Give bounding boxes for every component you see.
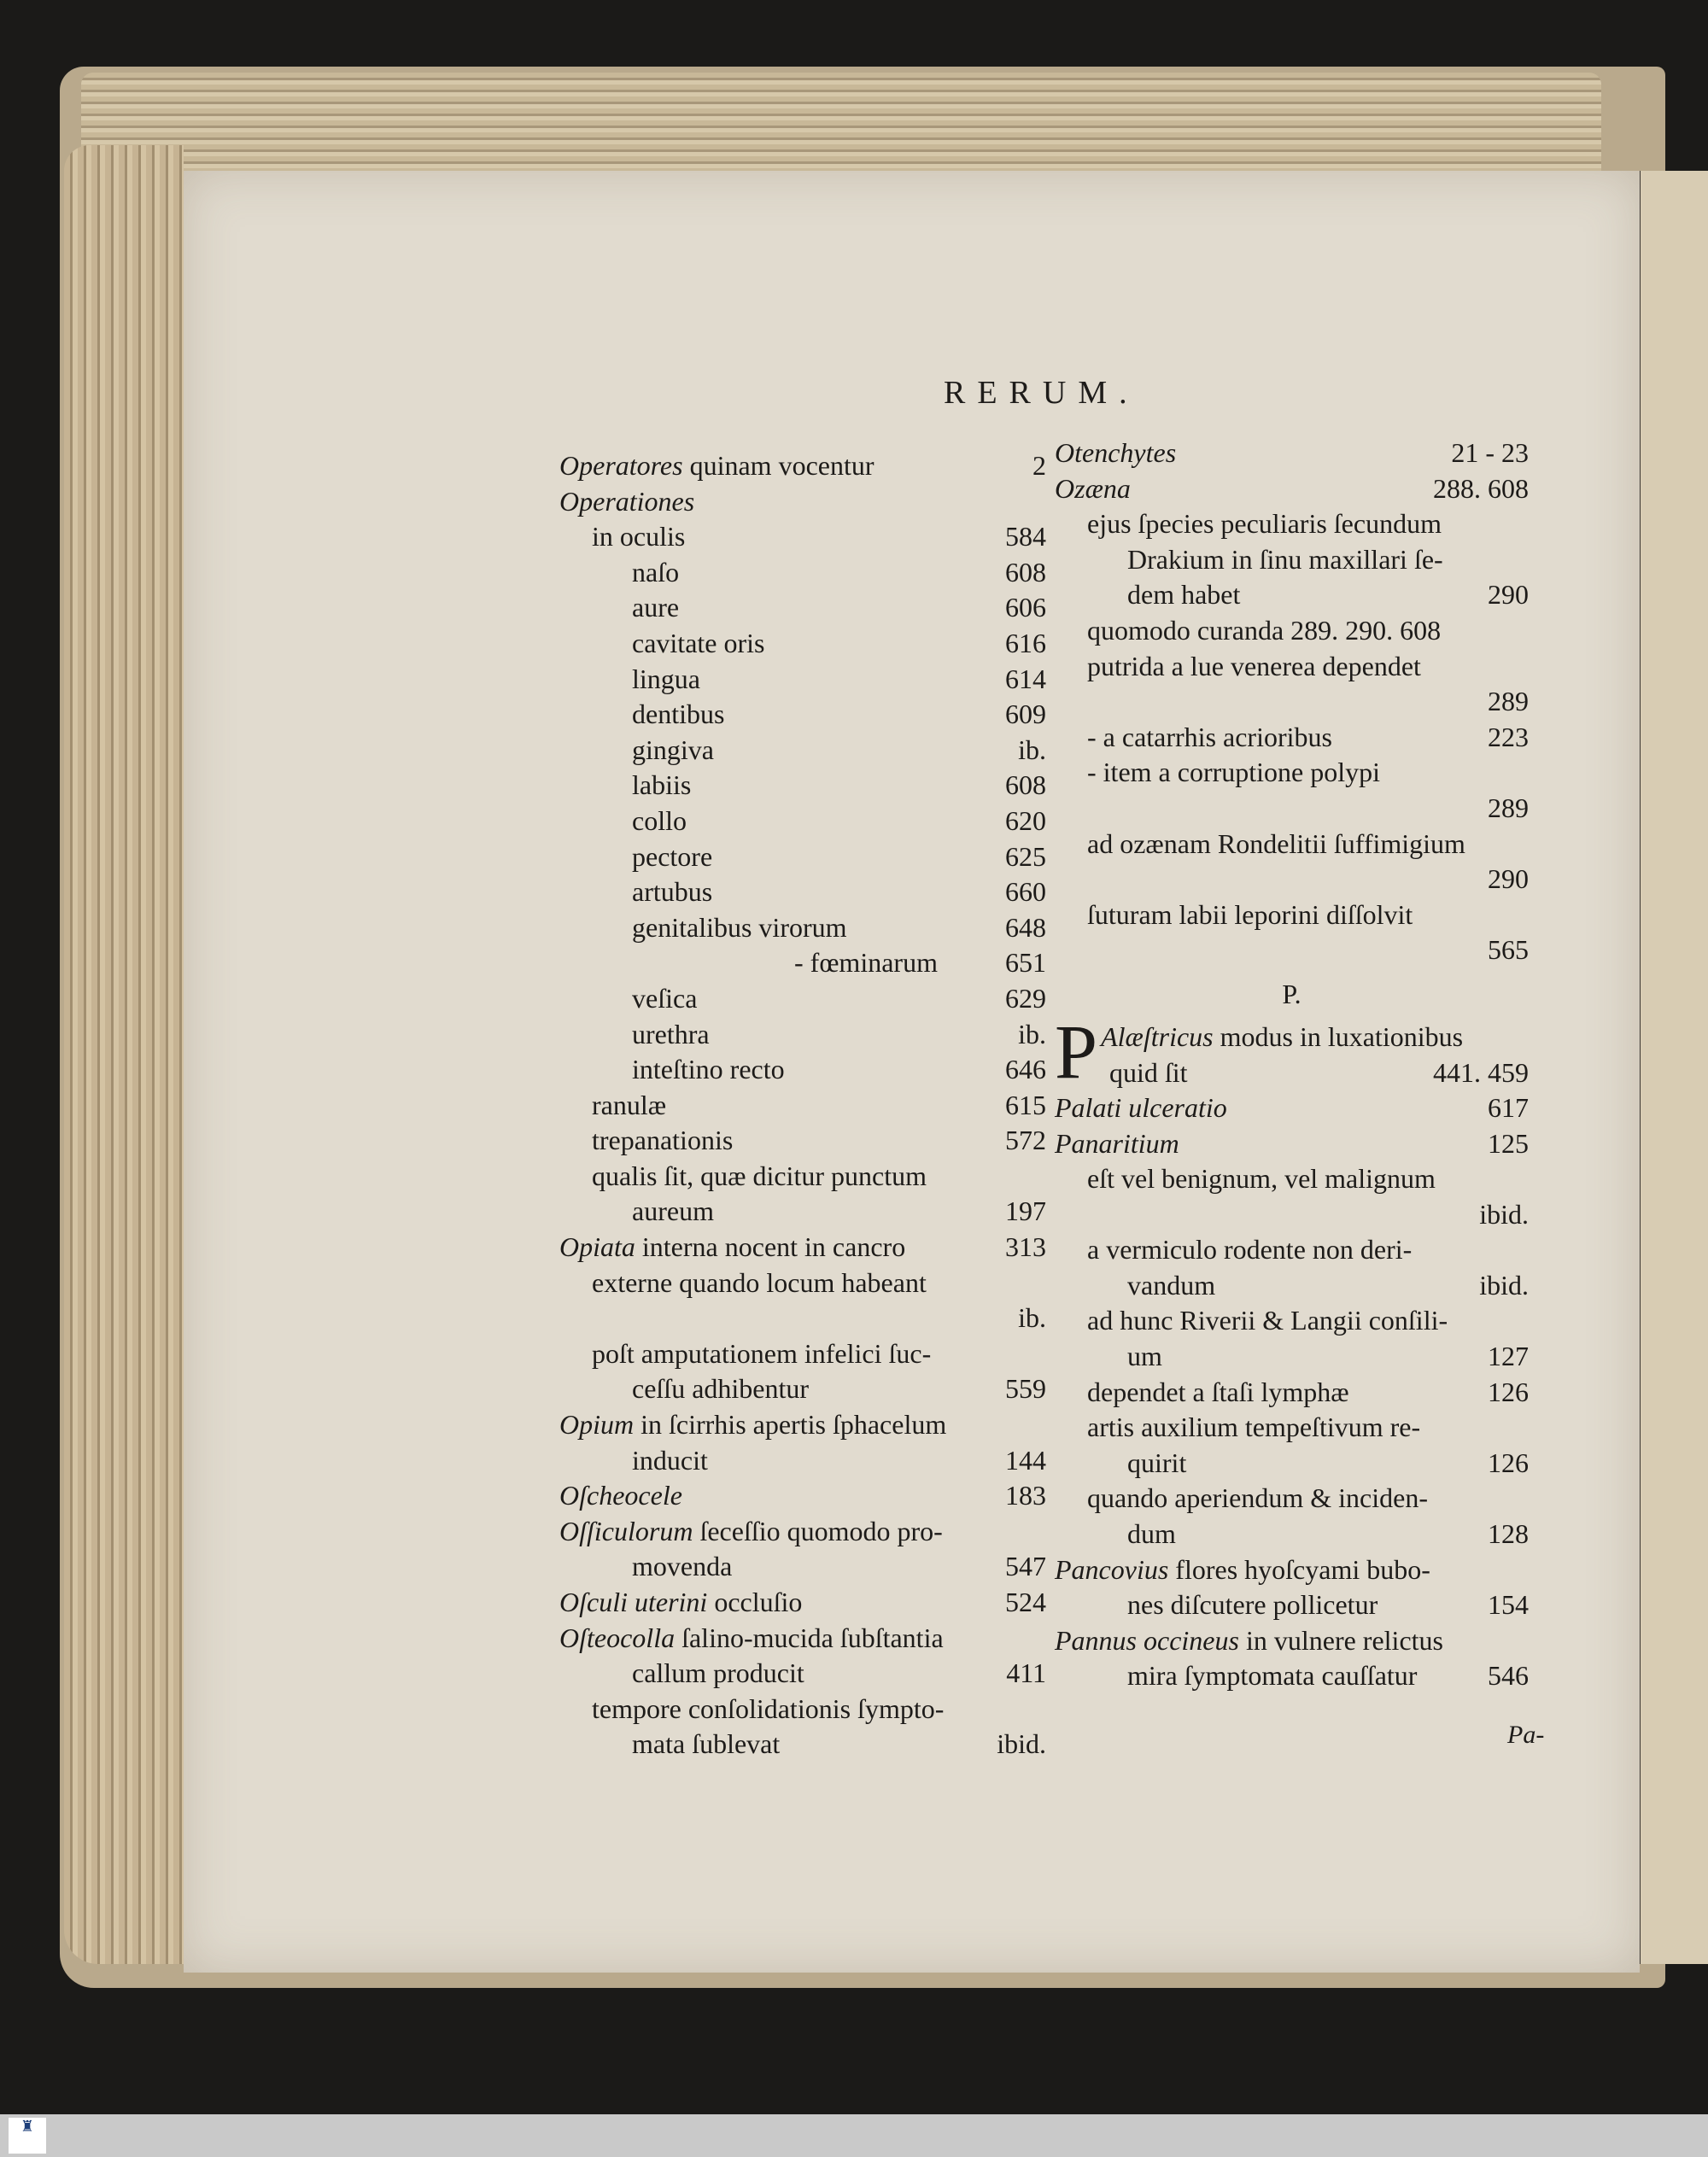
entry-text: a vermiculo rodente non deri- [1087,1234,1413,1266]
entry-text: interna nocent in cancro [635,1231,906,1263]
index-entry [559,1052,1046,1088]
entry-text: urethra [632,1018,710,1049]
entry-text: Drakium in ſinu maxillari ſe- [1127,543,1443,575]
entry-text: mata ſublevat [632,1728,781,1760]
entry-page: 128 [1488,1518,1529,1550]
index-entry [1055,755,1529,791]
entry-text: ſalino-mucida ſubſtantia [675,1622,944,1653]
index-entry [559,1371,1046,1407]
entry-page: 584 [1005,521,1046,552]
entry-text: in oculis [592,521,686,552]
index-entry [559,1692,1046,1727]
entry-page: 411 [1006,1657,1046,1689]
entry-text: trepanationis [592,1125,734,1156]
entry-term: Oſcheocele [559,1480,682,1511]
entry-term: Pannus occineus [1055,1624,1239,1656]
index-entry [559,662,1046,698]
index-entry [559,1478,1046,1514]
index-entry [1055,506,1529,542]
entry-text: dum [1127,1518,1176,1550]
entry-term: Operationes [559,485,695,517]
viewer-footer-bar [0,2114,1708,2157]
index-entry [559,1159,1046,1195]
entry-text: pectore [632,840,713,872]
index-entry [559,1727,1046,1762]
index-entry [1055,1232,1529,1268]
entry-text: - item a corruptione polypi [1087,757,1381,788]
entry-page: 289 [1488,686,1529,717]
entry-text: collo [632,804,687,836]
entry-page: 608 [1005,769,1046,801]
entry-page: 126 [1488,1447,1529,1478]
entry-text: cavitate oris [632,627,765,658]
entry-page: 223 [1488,721,1529,752]
index-entry [1055,932,1529,968]
page-edges-top [81,73,1601,175]
entry-term: Pancovius [1055,1553,1169,1585]
entry-page: 625 [1005,840,1046,872]
index-entry [559,804,1046,839]
index-entry [559,1017,1046,1053]
index-entry [1055,827,1529,862]
entry-text: putrida a lue venerea dependet [1087,650,1421,681]
index-entry [1055,1339,1529,1375]
entry-page: 546 [1488,1660,1529,1692]
index-entry [559,874,1046,910]
index-entry [1055,542,1529,578]
index-entry [559,697,1046,733]
index-entry [559,1088,1046,1124]
entry-page: ib. [1018,1302,1046,1334]
entry-page: 441. 459 [1433,1056,1529,1088]
index-entry [1055,1375,1529,1411]
entry-text: quando aperiendum & inciden- [1087,1482,1428,1514]
entry-text: eſt vel benignum, vel malignum [1087,1163,1436,1195]
entry-term: Opium [559,1409,635,1441]
entry-page: 154 [1488,1589,1529,1621]
entry-text: ad hunc Riverii & Langii conſili- [1087,1305,1448,1336]
index-entry [559,1621,1046,1657]
index-entry [1055,435,1529,471]
library-logo-icon: ♜ [9,2118,46,2154]
index-entry [559,1336,1046,1372]
entry-text: inducit [632,1444,708,1476]
index-entry [559,1656,1046,1692]
entry-page: 144 [1005,1444,1046,1476]
entry-text: naſo [632,556,680,587]
index-entry [1055,720,1529,756]
index-entry [559,1585,1046,1621]
entry-page: 21 - 23 [1451,437,1529,468]
entry-term: Panaritium [1055,1127,1179,1159]
index-entry [559,1549,1046,1585]
entry-text: um [1127,1341,1162,1372]
index-entry [559,733,1046,769]
entry-text: quinam vocentur [682,450,874,481]
entry-text: lingua [632,663,700,694]
entry-text: dem habet [1127,579,1241,611]
running-header: RERUM. [944,375,1139,411]
entry-page: 547 [1005,1551,1046,1582]
index-entry [559,626,1046,662]
entry-page: 615 [1005,1089,1046,1120]
index-entry [559,981,1046,1017]
entry-text: callum producit [632,1657,804,1689]
entry-text: - fœminarum [794,947,938,979]
entry-term: Oſculi uterini [559,1587,708,1617]
entry-text: artubus [632,876,713,908]
index-entry [1055,897,1529,933]
entry-text: artis auxilium tempeſtivum re- [1087,1412,1421,1443]
index-entry [1055,1268,1529,1304]
index-entry [559,484,1046,520]
index-entry [559,448,1046,484]
index-entry [1055,1161,1529,1197]
entry-page: 559 [1005,1373,1046,1405]
facing-page-edge [1635,171,1708,1964]
entry-page: 646 [1005,1054,1046,1085]
catchword: Pa- [1507,1721,1545,1749]
index-entry [559,590,1046,626]
index-entry [559,910,1046,946]
index-entry [559,1230,1046,1266]
entry-text: vandum [1127,1269,1216,1301]
entry-page: ibid. [1479,1269,1529,1301]
index-entry [1055,862,1529,897]
entry-term: Oſteocolla [559,1622,676,1653]
entry-text: labiis [632,769,692,801]
entry-text: in ſcirrhis apertis ſphacelum [634,1409,947,1441]
entry-page: 620 [1005,804,1046,836]
entry-text: dentibus [632,699,725,730]
entry-page: ib. [1018,734,1046,765]
entry-term: Palati ulceratio [1055,1091,1227,1123]
entry-page: ibid. [1479,1198,1529,1230]
entry-text: quirit [1127,1447,1187,1478]
entry-page: 313 [1005,1231,1046,1263]
entry-page: 2 [1032,450,1046,481]
entry-text: mira ſymptomata cauſſatur [1127,1660,1418,1692]
entry-page: 629 [1005,982,1046,1014]
index-entry [559,555,1046,591]
entry-text: dependet a ſtaſi lymphæ [1087,1376,1349,1407]
entry-page: 609 [1005,699,1046,730]
index-entry [559,1407,1046,1443]
entry-page: 651 [1005,947,1046,979]
entry-text: - a catarrhis acrioribus [1087,721,1332,752]
index-entry [559,839,1046,875]
index-entry [559,768,1046,804]
entry-text: aure [632,592,680,623]
entry-text: gingiva [632,734,714,765]
entry-page: 648 [1005,911,1046,943]
index-entry [1055,1410,1529,1446]
index-entry [1055,1587,1529,1623]
index-entry [559,1266,1046,1301]
index-entry [1055,1126,1529,1162]
index-column-left [559,448,1046,1762]
index-entry [1055,1197,1529,1233]
entry-page: ib. [1018,1018,1046,1049]
index-entry [1055,577,1529,613]
entry-page: 197 [1005,1195,1046,1227]
entry-page: 617 [1488,1091,1529,1123]
entry-page: 524 [1005,1587,1046,1617]
entry-page: 183 [1005,1480,1046,1511]
entry-text: occluſio [707,1587,803,1617]
letter-heading: P. [1282,978,1301,1009]
index-entry [1055,1658,1529,1694]
index-entry [1055,791,1529,827]
entry-text: nes diſcutere pollicetur [1127,1589,1378,1621]
entry-text: veſica [632,982,698,1014]
index-entry [1055,1090,1529,1126]
entry-text: genitalibus virorum [632,911,847,943]
entry-text: poſt amputationem infelici ſuc- [592,1337,932,1369]
entry-page: 614 [1005,663,1046,694]
index-entry-dropcap [1055,1009,1529,1095]
index-entry [1055,1303,1529,1339]
entry-text: ranulæ [592,1089,667,1120]
entry-text: in vulnere relictus [1238,1624,1443,1656]
entry-page: 616 [1005,627,1046,658]
entry-text: movenda [632,1551,733,1582]
index-entry [1055,471,1529,507]
entry-page: 606 [1005,592,1046,623]
index-entry [1055,613,1529,649]
entry-text: ſuturam labii leporini diſſolvit [1087,898,1413,930]
entry-term: Alæſtricus [1101,1020,1214,1052]
entry-text: aureum [632,1195,714,1227]
index-entry [1055,1623,1529,1659]
entry-term: Ozæna [1055,472,1131,504]
entry-page: 288. 608 [1433,472,1529,504]
entry-text: ſeceſſio quomodo pro- [693,1515,943,1546]
index-entry [1055,1552,1529,1588]
entry-page: 290 [1488,579,1529,611]
entry-text: modus in luxationibus [1213,1020,1464,1052]
entry-page: 126 [1488,1376,1529,1407]
index-entry [559,519,1046,555]
entry-page: 608 [1005,556,1046,587]
entry-text: externe quando locum habeant [592,1266,927,1298]
index-entry [559,1443,1046,1479]
entry-page: 572 [1005,1125,1046,1156]
entry-text: ad ozænam Rondelitii ſuffimigium [1087,827,1465,859]
index-entry [1055,1517,1529,1552]
index-column-right [1055,435,1529,1694]
entry-term: Otenchytes [1055,437,1177,468]
entry-page: 127 [1488,1341,1529,1372]
entry-text: qualis ſit, quæ dicitur punctum [592,1160,927,1191]
entry-term: Oſſiculorum [559,1515,693,1546]
entry-text: flores hyoſcyami bubo- [1168,1553,1430,1585]
entry-page: 289 [1488,792,1529,823]
index-entry [1055,1481,1529,1517]
page-edges-left [64,145,184,1964]
entry-page: 290 [1488,863,1529,895]
entry-text: inteſtino recto [632,1054,785,1085]
entry-page: 660 [1005,876,1046,908]
index-entry [559,1301,1046,1336]
entry-page: ibid. [997,1728,1046,1760]
entry-term: Opiata [559,1231,635,1263]
index-entry [1055,649,1529,685]
index-entry [559,1123,1046,1159]
entry-term: Operatores [559,450,683,481]
entry-page: 565 [1488,934,1529,966]
index-entry [559,1194,1046,1230]
index-entry [559,945,1046,981]
entry-text: ceſſu adhibentur [632,1373,810,1405]
index-entry [1055,684,1529,720]
drop-capital: P [1055,1009,1098,1095]
index-entry [559,1514,1046,1550]
entry-text: quomodo curanda 289. 290. 608 [1087,614,1442,646]
index-entry [1055,1446,1529,1482]
entry-text: quid ſit [1109,1056,1188,1088]
entry-text: ejus ſpecies peculiaris ſecundum [1087,508,1442,540]
entry-text: tempore conſolidationis ſympto- [592,1692,945,1724]
entry-page: 125 [1488,1127,1529,1159]
